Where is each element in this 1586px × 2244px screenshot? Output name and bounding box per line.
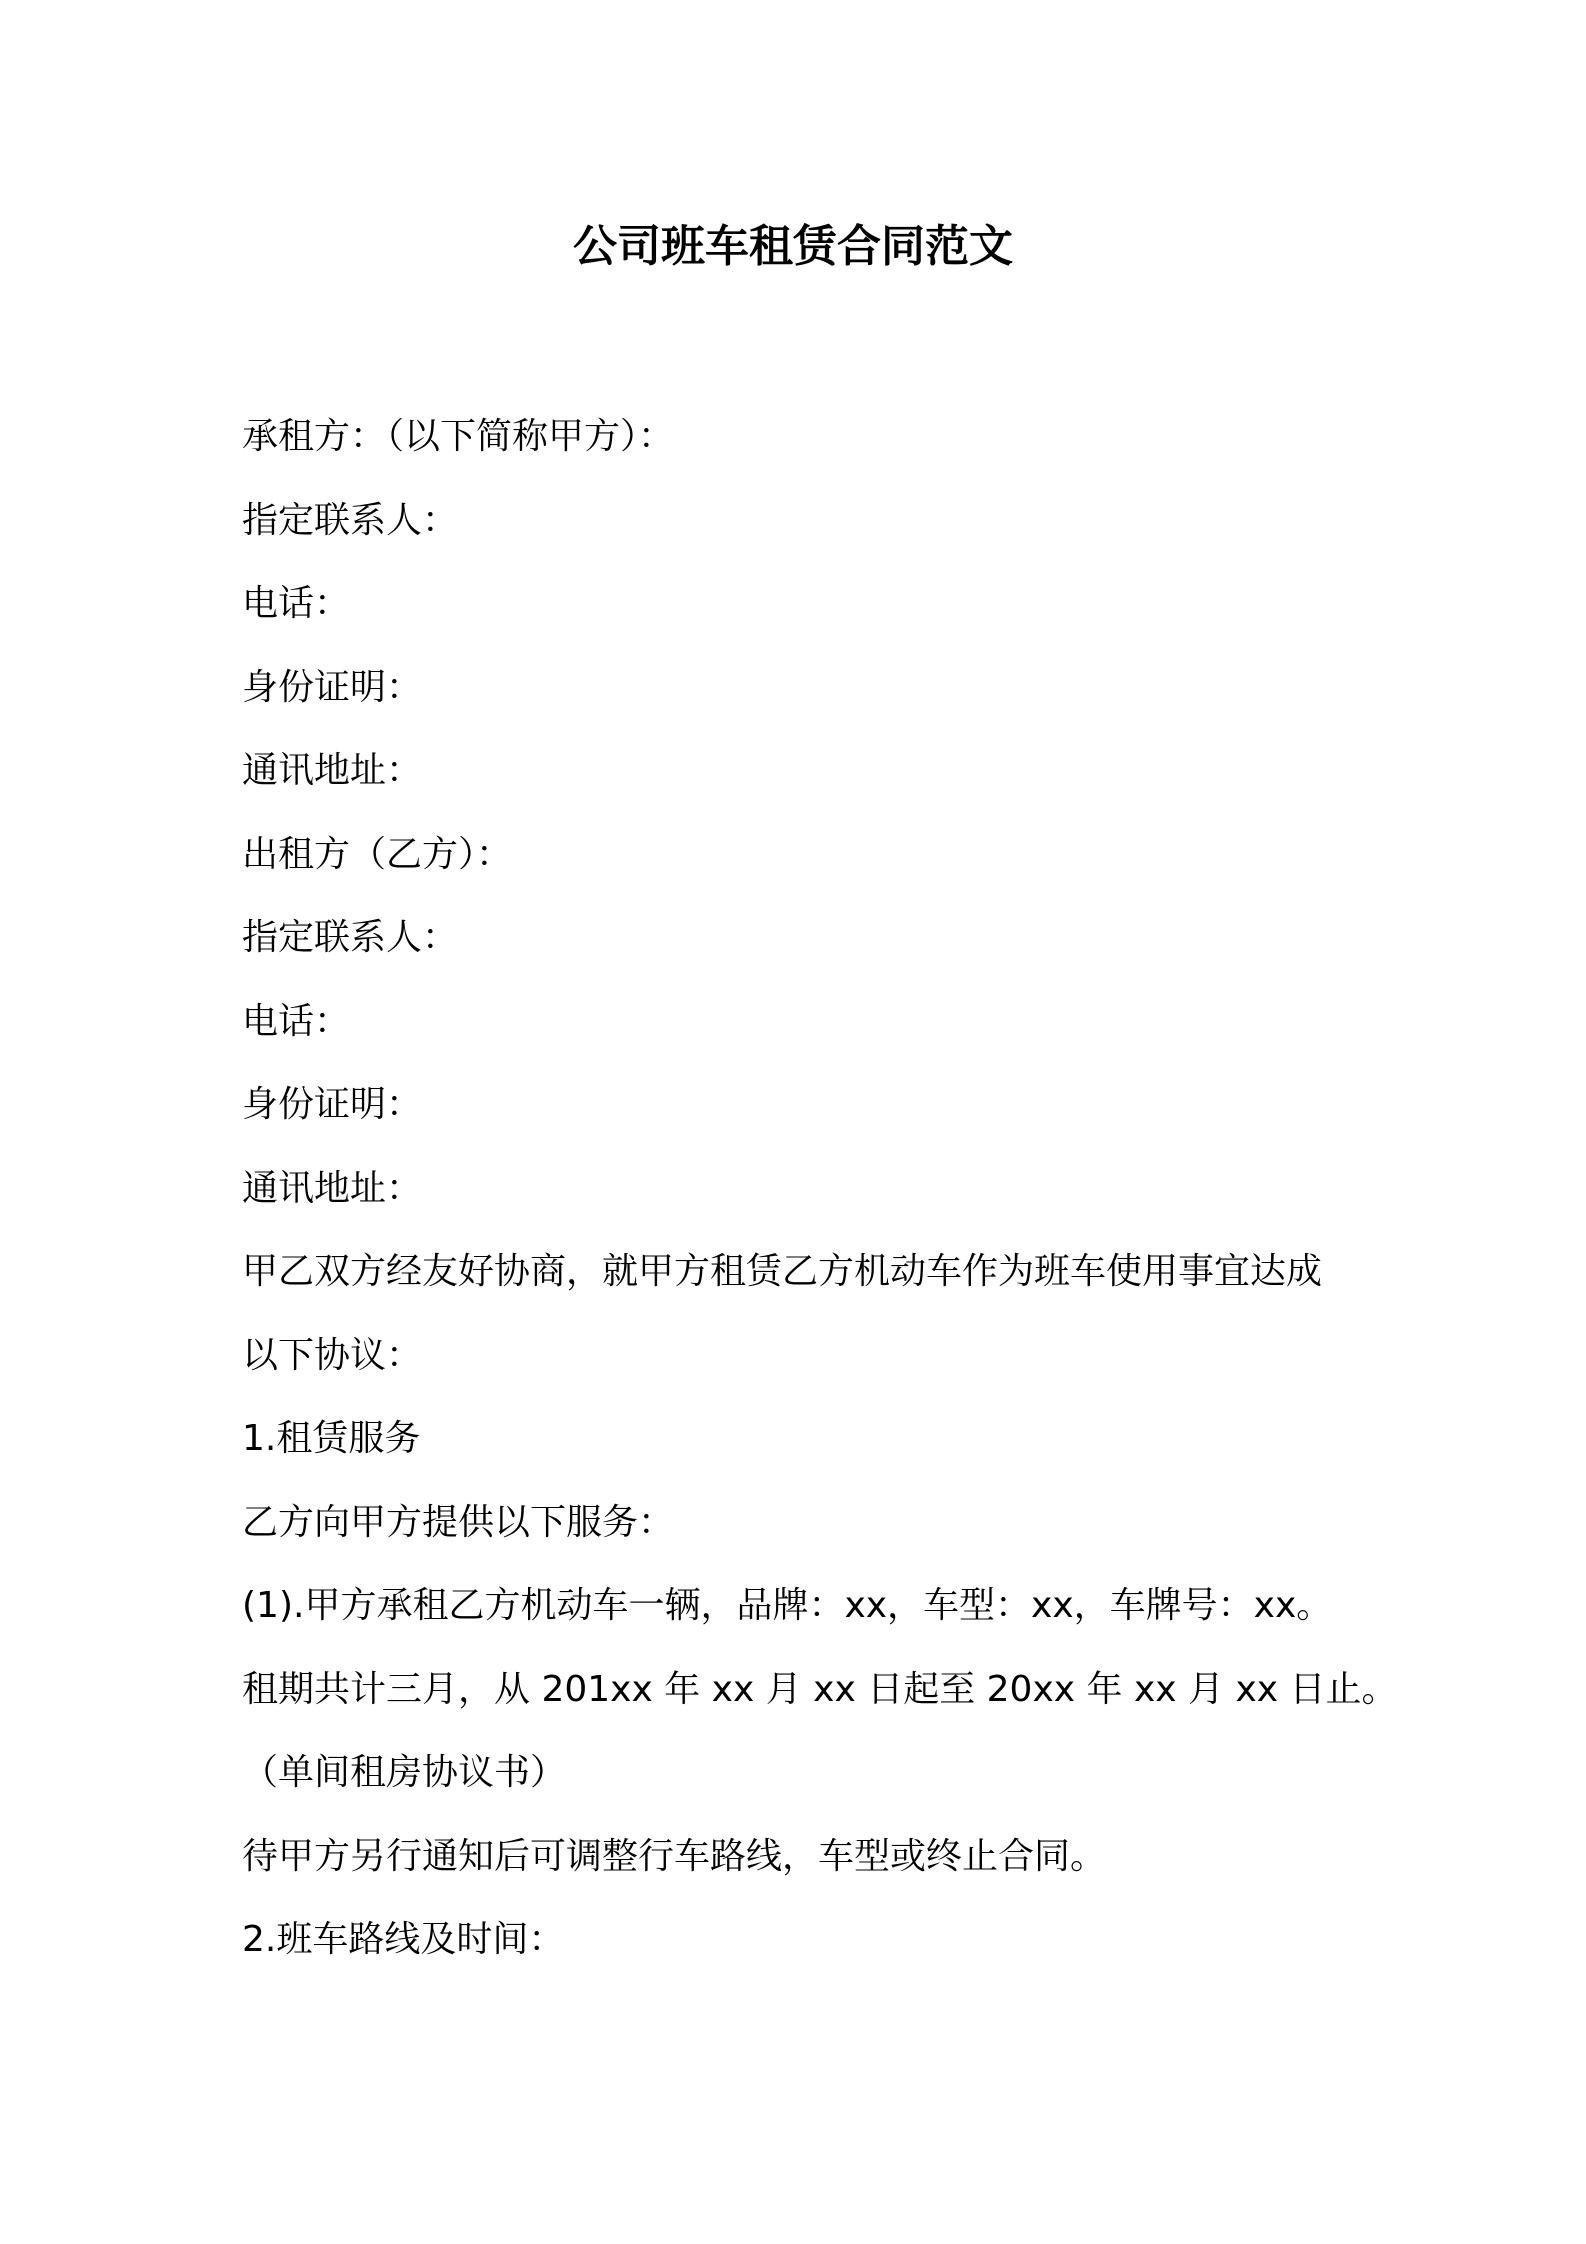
- line-lessor-contact: 指定联系人：: [242, 917, 459, 958]
- line-adjustment-clause: 待甲方另行通知后可调整行车路线，车型或终止合同。: [242, 1835, 1107, 1877]
- line-lessor-address: 通讯地址：: [242, 1167, 423, 1209]
- line-lessor: 出租方（乙方）：: [242, 833, 513, 875]
- line-preamble: 甲乙双方经友好协商，就甲方租赁乙方机动车作为班车使用事宜达成: [242, 1251, 1323, 1292]
- line-services-intro: 乙方向甲方提供以下服务：: [242, 1501, 675, 1543]
- document-body: [242, 402, 1402, 1989]
- line-lessee-phone: 电话：: [242, 583, 351, 624]
- line-term-clause: 租期共计三月，从 201xx 年 xx 月 xx 日起至 20xx 年 xx 月 xx 日止。: [242, 1668, 1398, 1710]
- line-section-1-heading: 1.租赁服务: [242, 1418, 421, 1459]
- line-bracket-note: （单间租房协议书）: [242, 1752, 567, 1793]
- line-lessor-phone: 电话：: [242, 1000, 351, 1042]
- line-lessee-address: 通讯地址：: [242, 750, 423, 791]
- line-lessor-id: 身份证明：: [242, 1084, 423, 1125]
- line-preamble-cont: 以下协议：: [242, 1334, 423, 1376]
- line-section-2-heading: 2.班车路线及时间：: [242, 1919, 565, 1960]
- line-lessee: 承租方：（以下简称甲方）：: [242, 416, 675, 457]
- document-title: 公司班车租赁合同范文: [573, 221, 1013, 272]
- line-vehicle-clause: (1).甲方承租乙方机动车一辆，品牌：xx，车型：xx，车牌号：xx。: [242, 1585, 1333, 1626]
- line-lessee-id: 身份证明：: [242, 666, 423, 708]
- line-lessee-contact: 指定联系人：: [242, 499, 459, 541]
